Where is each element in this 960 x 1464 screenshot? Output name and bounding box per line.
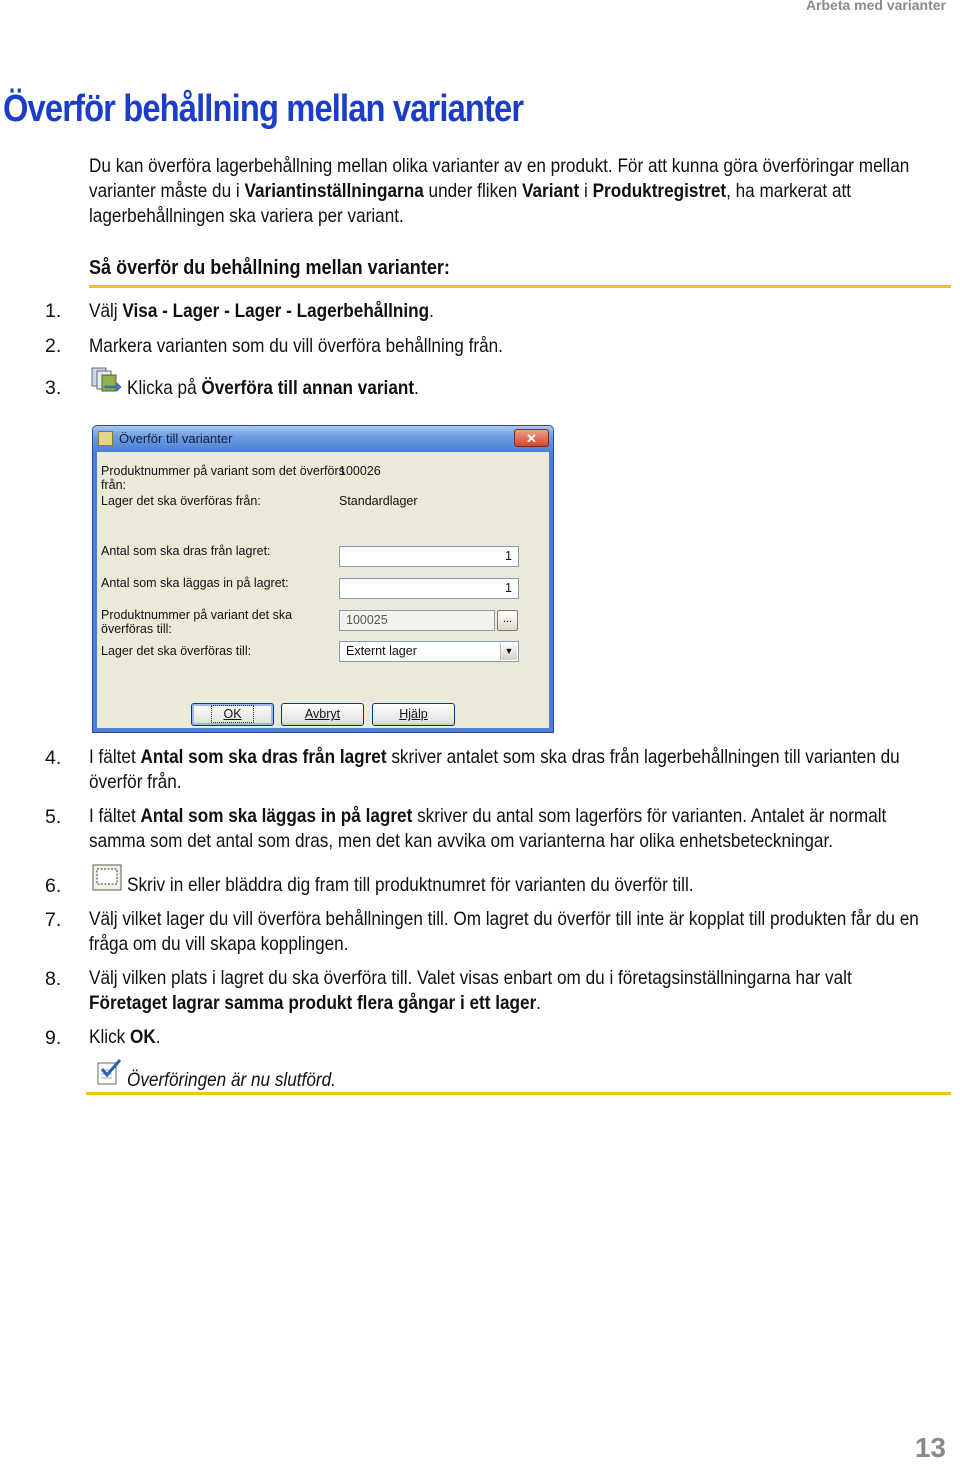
from-product-value: 100026 [339,464,381,478]
step-9: Klick OK. [89,1026,161,1048]
page-title: Överför behållning mellan varianter [3,88,524,130]
step-number: 2. [45,335,62,357]
to-product-label: Produktnummer på variant det ska överföras till: [101,608,293,636]
to-product-input[interactable]: 100025 [339,610,495,631]
step-2: Markera varianten som du vill överföra behållning från. [89,335,503,357]
running-header: Arbeta med varianter [805,0,946,13]
close-icon[interactable]: ✕ [514,429,549,447]
browse-button[interactable]: ... [497,610,518,631]
cancel-button[interactable]: Avbryt [281,703,364,726]
step-5: I fältet Antal som ska läggas in på lagret skriver du antal som lagerförs för varianten. Antalet är normalt samma som det antal som dras, men det kan avvika om varianterna har olika enhetsbeteckningar. [89,805,887,852]
app-icon [98,431,113,446]
step-8: Välj vilken plats i lagret du ska överföra till. Valet visas enbart om du i företagsinställningarna har valt Företaget lagrar samma produkt flera gångar i ett lager. [89,967,852,1014]
step-6: Skriv in eller bläddra dig fram till produktnumret för varianten du överför till. [127,874,694,896]
to-stock-label: Lager det ska överföras till: [101,644,252,658]
section-heading: Så överför du behållning mellan varianter: [89,256,951,288]
step-number: 1. [45,300,62,322]
transfer-variant-icon [90,366,122,394]
step-number: 7. [45,909,62,931]
browse-icon [91,864,123,892]
from-stock-value: Standardlager [339,494,418,508]
step-number: 8. [45,968,62,990]
dialog-body [97,452,549,728]
step-number: 3. [45,377,62,399]
step-3: Klicka på Överföra till annan variant. [127,377,419,399]
divider [86,1092,951,1095]
chevron-down-icon[interactable]: ▼ [500,643,517,660]
transfer-dialog [92,425,554,733]
to-stock-select[interactable]: Externt lager ▼ [339,641,519,662]
dialog-titlebar[interactable] [93,426,553,452]
step-4: I fältet Antal som ska dras från lagret skriver antalet som ska dras från lagerbehållningen till varianten du överför från. [89,746,900,793]
step-number: 9. [45,1027,62,1049]
qty-out-input[interactable]: 1 [339,546,519,567]
intro-paragraph [89,154,960,229]
completion-note: Överföringen är nu slutförd. [127,1069,336,1091]
step-7: Välj vilket lager du vill överföra behållningen till. Om lagret du överför till inte är kopplat till produkten får du en fråga om du vill skapa kopplingen. [89,908,919,955]
intro-line: varianter måste du i Variantinställningarna under fliken Variant i Produktregistret, ha markerat att [89,180,852,202]
checkmark-document-icon [95,1058,123,1086]
step-1: Välj Visa - Lager - Lager - Lagerbehållning. [89,300,434,322]
page-number: 13 [914,1432,946,1463]
intro-line: Du kan överföra lagerbehållning mellan olika varianter av en produkt. För att kunna göra överföringar mellan [89,155,910,177]
step-number: 5. [45,806,62,828]
qty-out-label: Antal som ska dras från lagret: [101,544,271,558]
dialog-title: Överför till varianter [119,431,233,446]
qty-in-input[interactable]: 1 [339,578,519,599]
help-button[interactable]: Hjälp [372,703,455,726]
intro-line: lagerbehållningen ska variera per variant. [89,205,404,227]
step-number: 6. [45,875,62,897]
qty-in-label: Antal som ska läggas in på lagret: [101,576,289,590]
from-stock-label: Lager det ska överföras från: [101,494,261,508]
ok-button[interactable]: OK [191,703,274,726]
step-number: 4. [45,747,62,769]
from-product-label: Produktnummer på variant som det överförs från: [101,464,345,492]
